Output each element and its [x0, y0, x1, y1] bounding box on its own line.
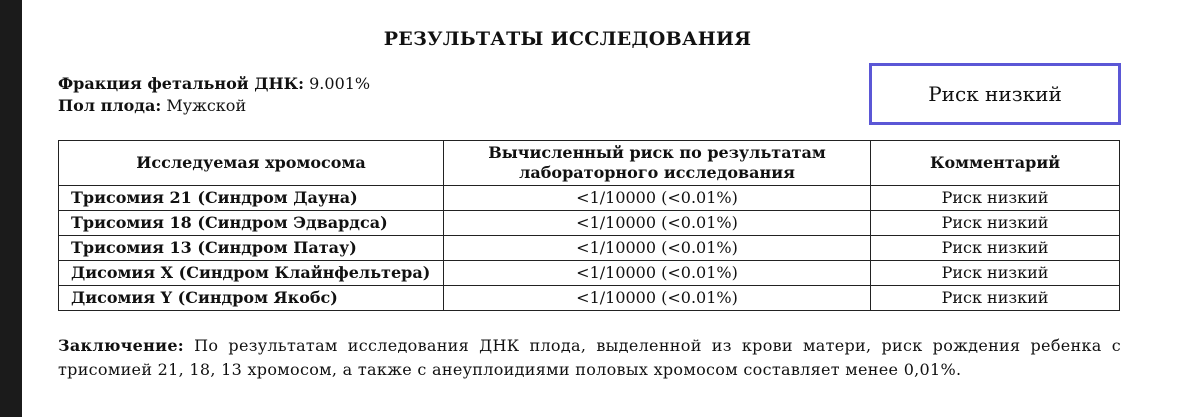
header-comment: Комментарий: [871, 141, 1120, 186]
table-row: [59, 186, 1120, 211]
page-title: РЕЗУЛЬТАТЫ ИССЛЕДОВАНИЯ: [383, 28, 752, 50]
table-row: [59, 236, 1120, 261]
fetal-fraction-value: 9.001%: [309, 74, 371, 93]
table-row: [59, 286, 1120, 311]
comment-cell: Риск низкий: [871, 236, 1120, 261]
risk-cell: <1/10000 (<0.01%): [444, 236, 871, 261]
fetal-fraction-label: Фракция фетальной ДНК:: [58, 74, 305, 93]
header-risk: Вычисленный риск по результатам лабораторного исследования: [444, 141, 871, 186]
header-chromosome: Исследуемая хромосома: [59, 141, 444, 186]
risk-cell: <1/10000 (<0.01%): [444, 186, 871, 211]
fetal-sex-line: [58, 95, 370, 117]
chromosome-cell: Трисомия 21 (Синдром Дауна): [59, 186, 444, 211]
overall-risk-box: Риск низкий: [869, 63, 1121, 125]
comment-cell: Риск низкий: [871, 211, 1120, 236]
chromosome-cell: Трисомия 13 (Синдром Патау): [59, 236, 444, 261]
table-row: [59, 261, 1120, 286]
risk-cell: <1/10000 (<0.01%): [444, 211, 871, 236]
comment-cell: Риск низкий: [871, 186, 1120, 211]
chromosome-cell: Дисомия Y (Синдром Якобс): [59, 286, 444, 311]
risk-cell: <1/10000 (<0.01%): [444, 286, 871, 311]
fetal-fraction-line: [58, 73, 370, 95]
table-row: [59, 211, 1120, 236]
risk-cell: <1/10000 (<0.01%): [444, 261, 871, 286]
conclusion-label: Заключение:: [58, 336, 185, 355]
conclusion-text: По результатам исследования ДНК плода, выделенной из крови матери, риск рождения ребенка с трисомией 21, 18, 13 хромосом, а также с анеуплоидиями половых хромосом составляет менее 0,01%.: [58, 336, 1121, 379]
chromosome-cell: Трисомия 18 (Синдром Эдвардса): [59, 211, 444, 236]
conclusion: [58, 334, 1121, 382]
sample-info: [58, 73, 370, 117]
comment-cell: Риск низкий: [871, 261, 1120, 286]
results-table: [58, 140, 1120, 311]
comment-cell: Риск низкий: [871, 286, 1120, 311]
fetal-sex-label: Пол плода:: [58, 96, 162, 115]
table-header-row: [59, 141, 1120, 186]
fetal-sex-value: Мужской: [166, 96, 247, 115]
chromosome-cell: Дисомия X (Синдром Клайнфельтера): [59, 261, 444, 286]
